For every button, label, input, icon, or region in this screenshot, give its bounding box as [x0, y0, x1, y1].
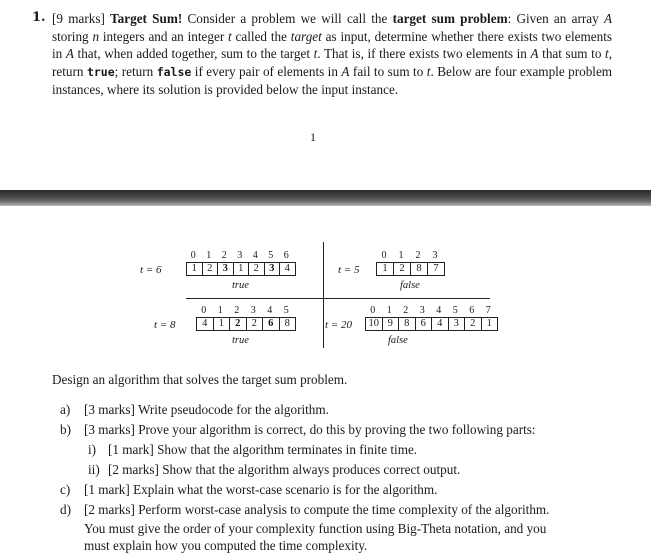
part-b-i: i) [1 mark] Show that the algorithm terminates in finite time.: [88, 442, 418, 457]
subquestions: [60, 400, 620, 554]
question-title: Target Sum!: [110, 11, 183, 26]
array-index: 4: [267, 305, 273, 316]
instance-result: true: [232, 335, 249, 346]
array-cell: 1: [186, 262, 203, 276]
array-cell: 4: [431, 317, 449, 331]
part-b: b) [3 marks] Prove your algorithm is correct, do this by proving the two following parts:: [60, 422, 536, 437]
array-index: 3: [419, 305, 425, 316]
array-index: 1: [398, 250, 404, 261]
design-instruction: Design an algorithm that solves the target sum problem.: [52, 372, 348, 387]
question-text: [9 marks] Target Sum! Consider a problem we will call the target sum problem: Given an array A storing n integers and an integer t called the target as input, determine whether there exists two elements in A that, when added together, sum to the target t. That is, if there exists two elements in A that sum to t, return true; return false if every pair of elements in A fail to sum to t. Below are four example problem instances, where its solution is provided below the input instance.: [52, 11, 613, 98]
part-b-ii: ii) [2 marks] Show that the algorithm always produces correct output.: [88, 462, 461, 477]
array-cell: 1: [481, 317, 499, 331]
array-index: 2: [415, 250, 421, 261]
array-cell: 4: [196, 317, 214, 331]
instance-2: [338, 250, 458, 300]
array-index: 2: [234, 305, 240, 316]
array-index: 5: [283, 305, 289, 316]
array-cell: 8: [398, 317, 416, 331]
instance-divider-vertical: [323, 242, 324, 348]
target-value-label: t = 8: [154, 319, 176, 331]
array-index: 1: [386, 305, 392, 316]
array-index: 4: [252, 250, 258, 261]
array-index: 2: [221, 250, 227, 261]
array-cell: 3: [217, 262, 234, 276]
array-index: 3: [237, 250, 243, 261]
array-cell: 8: [279, 317, 297, 331]
question-marks: [9 marks]: [52, 11, 105, 26]
array-index: 0: [381, 250, 387, 261]
array-cell: 9: [382, 317, 400, 331]
target-value-label: t = 6: [140, 264, 162, 276]
array-cell: 10: [365, 317, 383, 331]
false-keyword: false: [156, 64, 192, 79]
target-value-label: t = 20: [325, 319, 352, 331]
array-cell: 4: [279, 262, 296, 276]
instance-divider-horizontal: [186, 298, 490, 299]
array-cell: 2: [464, 317, 482, 331]
instance-result: true: [232, 280, 249, 291]
array-cell: 6: [415, 317, 433, 331]
instance-3: [154, 305, 314, 355]
array-cell: 2: [229, 317, 247, 331]
instance-4: [325, 305, 520, 355]
array-index: 5: [268, 250, 274, 261]
true-keyword: true: [86, 64, 115, 79]
instance-result: false: [400, 280, 420, 291]
array-index: 7: [485, 305, 491, 316]
page-one: [0, 0, 651, 190]
array-index: 3: [432, 250, 438, 261]
array-index: 6: [283, 250, 289, 261]
array-index: 0: [370, 305, 376, 316]
array-cell: 2: [248, 262, 265, 276]
question-number: 1.: [32, 10, 46, 25]
instance-result: false: [388, 335, 408, 346]
array-index: 6: [469, 305, 475, 316]
array-cell: 8: [410, 262, 428, 276]
page-break-band: [0, 190, 651, 206]
array-cell: 3: [448, 317, 466, 331]
array-index: 3: [250, 305, 256, 316]
array-cell: 1: [376, 262, 394, 276]
part-a: a) [3 marks] Write pseudocode for the algorithm.: [60, 402, 329, 417]
array-cell: 7: [427, 262, 445, 276]
array-index: 4: [436, 305, 442, 316]
array-cell: 1: [213, 317, 231, 331]
array-cell: 2: [393, 262, 411, 276]
array-index: 2: [403, 305, 409, 316]
array-cell: 2: [202, 262, 219, 276]
part-d-continued: You must give the order of your complexity function using Big-Theta notation, and you must explain how you computed the time complexity.: [84, 521, 547, 553]
array-index: 0: [190, 250, 196, 261]
target-value-label: t = 5: [338, 264, 360, 276]
part-c: c) [1 mark] Explain what the worst-case scenario is for the algorithm.: [60, 482, 438, 497]
array-index: 5: [452, 305, 458, 316]
page-number: 1: [310, 130, 316, 144]
array-index: 0: [201, 305, 207, 316]
part-d: d) [2 marks] Perform worst-case analysis to compute the time complexity of the algorithm.: [60, 502, 550, 517]
array-index: 1: [206, 250, 212, 261]
array-cell: 2: [246, 317, 264, 331]
instance-1: [140, 250, 320, 300]
array-cell: 1: [233, 262, 250, 276]
array-index: 1: [217, 305, 223, 316]
array-cell: 3: [264, 262, 281, 276]
array-cell: 6: [262, 317, 280, 331]
problem-name: target sum problem: [392, 11, 508, 26]
